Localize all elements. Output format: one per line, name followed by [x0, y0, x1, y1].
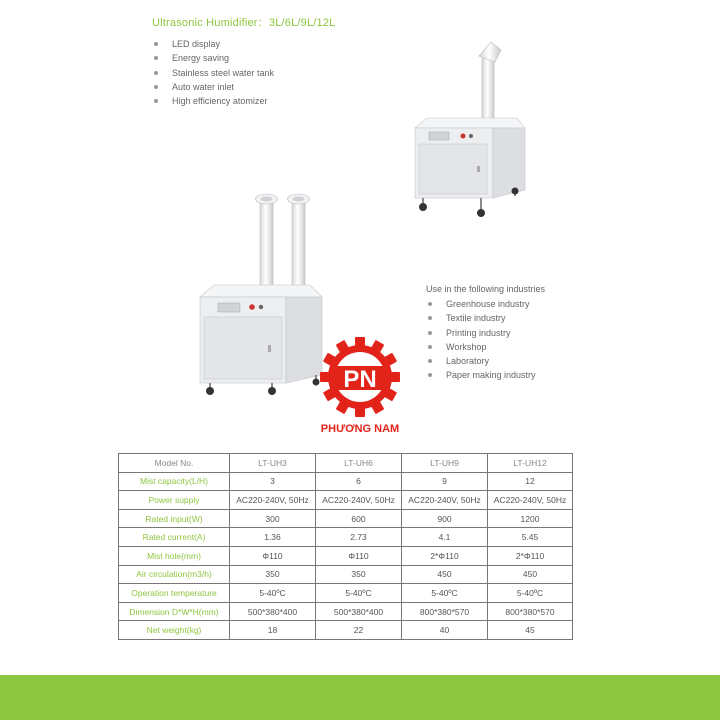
logo-letters: PN: [343, 366, 377, 393]
table-cell: 18: [230, 621, 316, 640]
table-cell: 1.36: [230, 528, 316, 547]
row-label: Dimension D*W*H(mm): [119, 602, 230, 621]
row-label: Rated input(W): [119, 509, 230, 528]
table-cell: 800*380*570: [402, 602, 488, 621]
table-cell: 2*Φ110: [402, 546, 488, 565]
table-cell: 450: [488, 565, 573, 584]
page-title: Ultrasonic Humidifier：3L/6L/9L/12L: [152, 17, 336, 29]
table-cell: 1200: [488, 509, 573, 528]
table-cell: Φ110: [230, 546, 316, 565]
header-cell: LT-UH3: [230, 454, 316, 473]
table-row: [119, 602, 573, 621]
row-label: Rated current(A): [119, 528, 230, 547]
table-row: [119, 491, 573, 510]
table-cell: 600: [316, 509, 402, 528]
table-row: [119, 528, 573, 547]
table-row: [119, 472, 573, 491]
table-cell: 300: [230, 509, 316, 528]
feature-item: Auto water inlet: [152, 80, 274, 94]
table-cell: Φ110: [316, 546, 402, 565]
table-row: [119, 565, 573, 584]
table-row: [119, 509, 573, 528]
table-cell: 350: [230, 565, 316, 584]
row-label: Net weight(kg): [119, 621, 230, 640]
table-cell: AC220-240V, 50Hz: [316, 491, 402, 510]
table-cell: 800*380*570: [488, 602, 573, 621]
feature-item: LED display: [152, 37, 274, 51]
table-cell: 40: [402, 621, 488, 640]
industry-item: Paper making industry: [426, 368, 536, 382]
table-cell: 45: [488, 621, 573, 640]
table-row: [119, 546, 573, 565]
feature-list: [152, 37, 274, 108]
table-row: [119, 584, 573, 603]
phuong-nam-logo: [310, 334, 410, 442]
row-label: Air circulation(m3/h): [119, 565, 230, 584]
header-cell: LT-UH6: [316, 454, 402, 473]
table-cell: AC220-240V, 50Hz: [488, 491, 573, 510]
table-cell: 2.73: [316, 528, 402, 547]
table-cell: 9: [402, 472, 488, 491]
row-label: Model No.: [119, 454, 230, 473]
row-label: Mist capacity(L/H): [119, 472, 230, 491]
table-row: [119, 621, 573, 640]
row-label: Mist hole(mm): [119, 546, 230, 565]
feature-item: Stainless steel water tank: [152, 66, 274, 80]
row-label: Power supply: [119, 491, 230, 510]
industry-item: Greenhouse industry: [426, 297, 536, 311]
feature-item: High efficiency atomizer: [152, 94, 274, 108]
feature-item: Energy saving: [152, 51, 274, 65]
table-header-row: [119, 454, 573, 473]
table-cell: 500*380*400: [316, 602, 402, 621]
industry-list: [426, 297, 536, 383]
table-cell: 5-40ºC: [316, 584, 402, 603]
table-cell: 2*Φ110: [488, 546, 573, 565]
table-cell: 22: [316, 621, 402, 640]
table-cell: AC220-240V, 50Hz: [402, 491, 488, 510]
footer-bar: [0, 675, 720, 720]
table-cell: 5-40ºC: [488, 584, 573, 603]
row-label: Operation temperature: [119, 584, 230, 603]
table-cell: 12: [488, 472, 573, 491]
industry-item: Textile industry: [426, 311, 536, 325]
table-cell: 900: [402, 509, 488, 528]
industry-item: Workshop: [426, 340, 536, 354]
double-pipe-humidifier-image: [180, 185, 325, 397]
spec-table: [118, 453, 573, 640]
header-cell: LT-UH9: [402, 454, 488, 473]
table-cell: 5-40ºC: [402, 584, 488, 603]
single-pipe-humidifier-image: [405, 40, 530, 222]
logo-text: PHƯƠNG NAM: [320, 423, 400, 435]
table-cell: 500*380*400: [230, 602, 316, 621]
industry-item: Laboratory: [426, 354, 536, 368]
table-cell: 3: [230, 472, 316, 491]
table-cell: 450: [402, 565, 488, 584]
table-cell: 5-40ºC: [230, 584, 316, 603]
industry-item: Printing industry: [426, 326, 536, 340]
table-cell: AC220-240V, 50Hz: [230, 491, 316, 510]
header-cell: LT-UH12: [488, 454, 573, 473]
table-cell: 4.1: [402, 528, 488, 547]
table-cell: 5.45: [488, 528, 573, 547]
table-cell: 6: [316, 472, 402, 491]
table-cell: 350: [316, 565, 402, 584]
industries-heading: Use in the following industries: [426, 284, 546, 294]
